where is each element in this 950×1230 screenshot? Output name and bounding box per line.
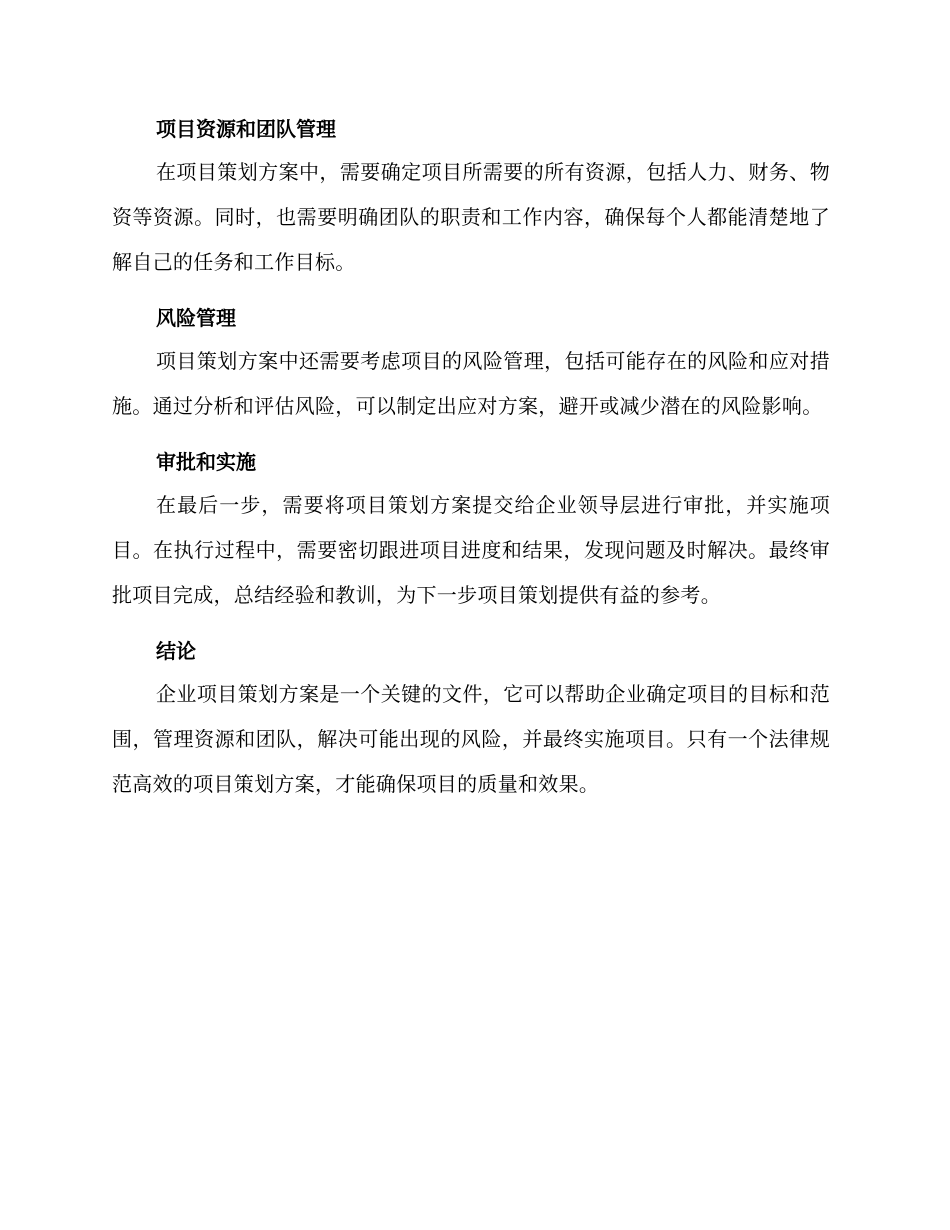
- section-heading: 项目资源和团队管理: [156, 117, 336, 141]
- section-paragraph: 在项目策划方案中，需要确定项目所需要的所有资源，包括人力、财务、物资等资源。同时，也需要明确团队的职责和工作内容，确保每个人都能清楚地了解自己的任务和工作目标。: [112, 160, 830, 274]
- section-paragraph: 项目策划方案中还需要考虑项目的风险管理，包括可能存在的风险和应对措施。通过分析和评估风险，可以制定出应对方案，避开或减少潜在的风险影响。: [112, 349, 830, 418]
- section-paragraph: 在最后一步，需要将项目策划方案提交给企业领导层进行审批，并实施项目。在执行过程中，需要密切跟进项目进度和结果，发现问题及时解决。最终审批项目完成，总结经验和教训，为下一步项目策划提供有益的参考。: [112, 493, 830, 607]
- section-heading: 审批和实施: [156, 450, 256, 474]
- section-heading: 结论: [156, 639, 196, 663]
- document-content: [112, 112, 830, 823]
- section-risk-management: [112, 301, 830, 429]
- section-approval-implementation: [112, 445, 830, 618]
- section-resources-team: [112, 112, 830, 285]
- section-heading: 风险管理: [156, 306, 236, 330]
- section-paragraph: 企业项目策划方案是一个关键的文件，它可以帮助企业确定项目的目标和范围，管理资源和团队，解决可能出现的风险，并最终实施项目。只有一个法律规范高效的项目策划方案，才能确保项目的质量和效果。: [112, 682, 830, 796]
- section-conclusion: [112, 634, 830, 807]
